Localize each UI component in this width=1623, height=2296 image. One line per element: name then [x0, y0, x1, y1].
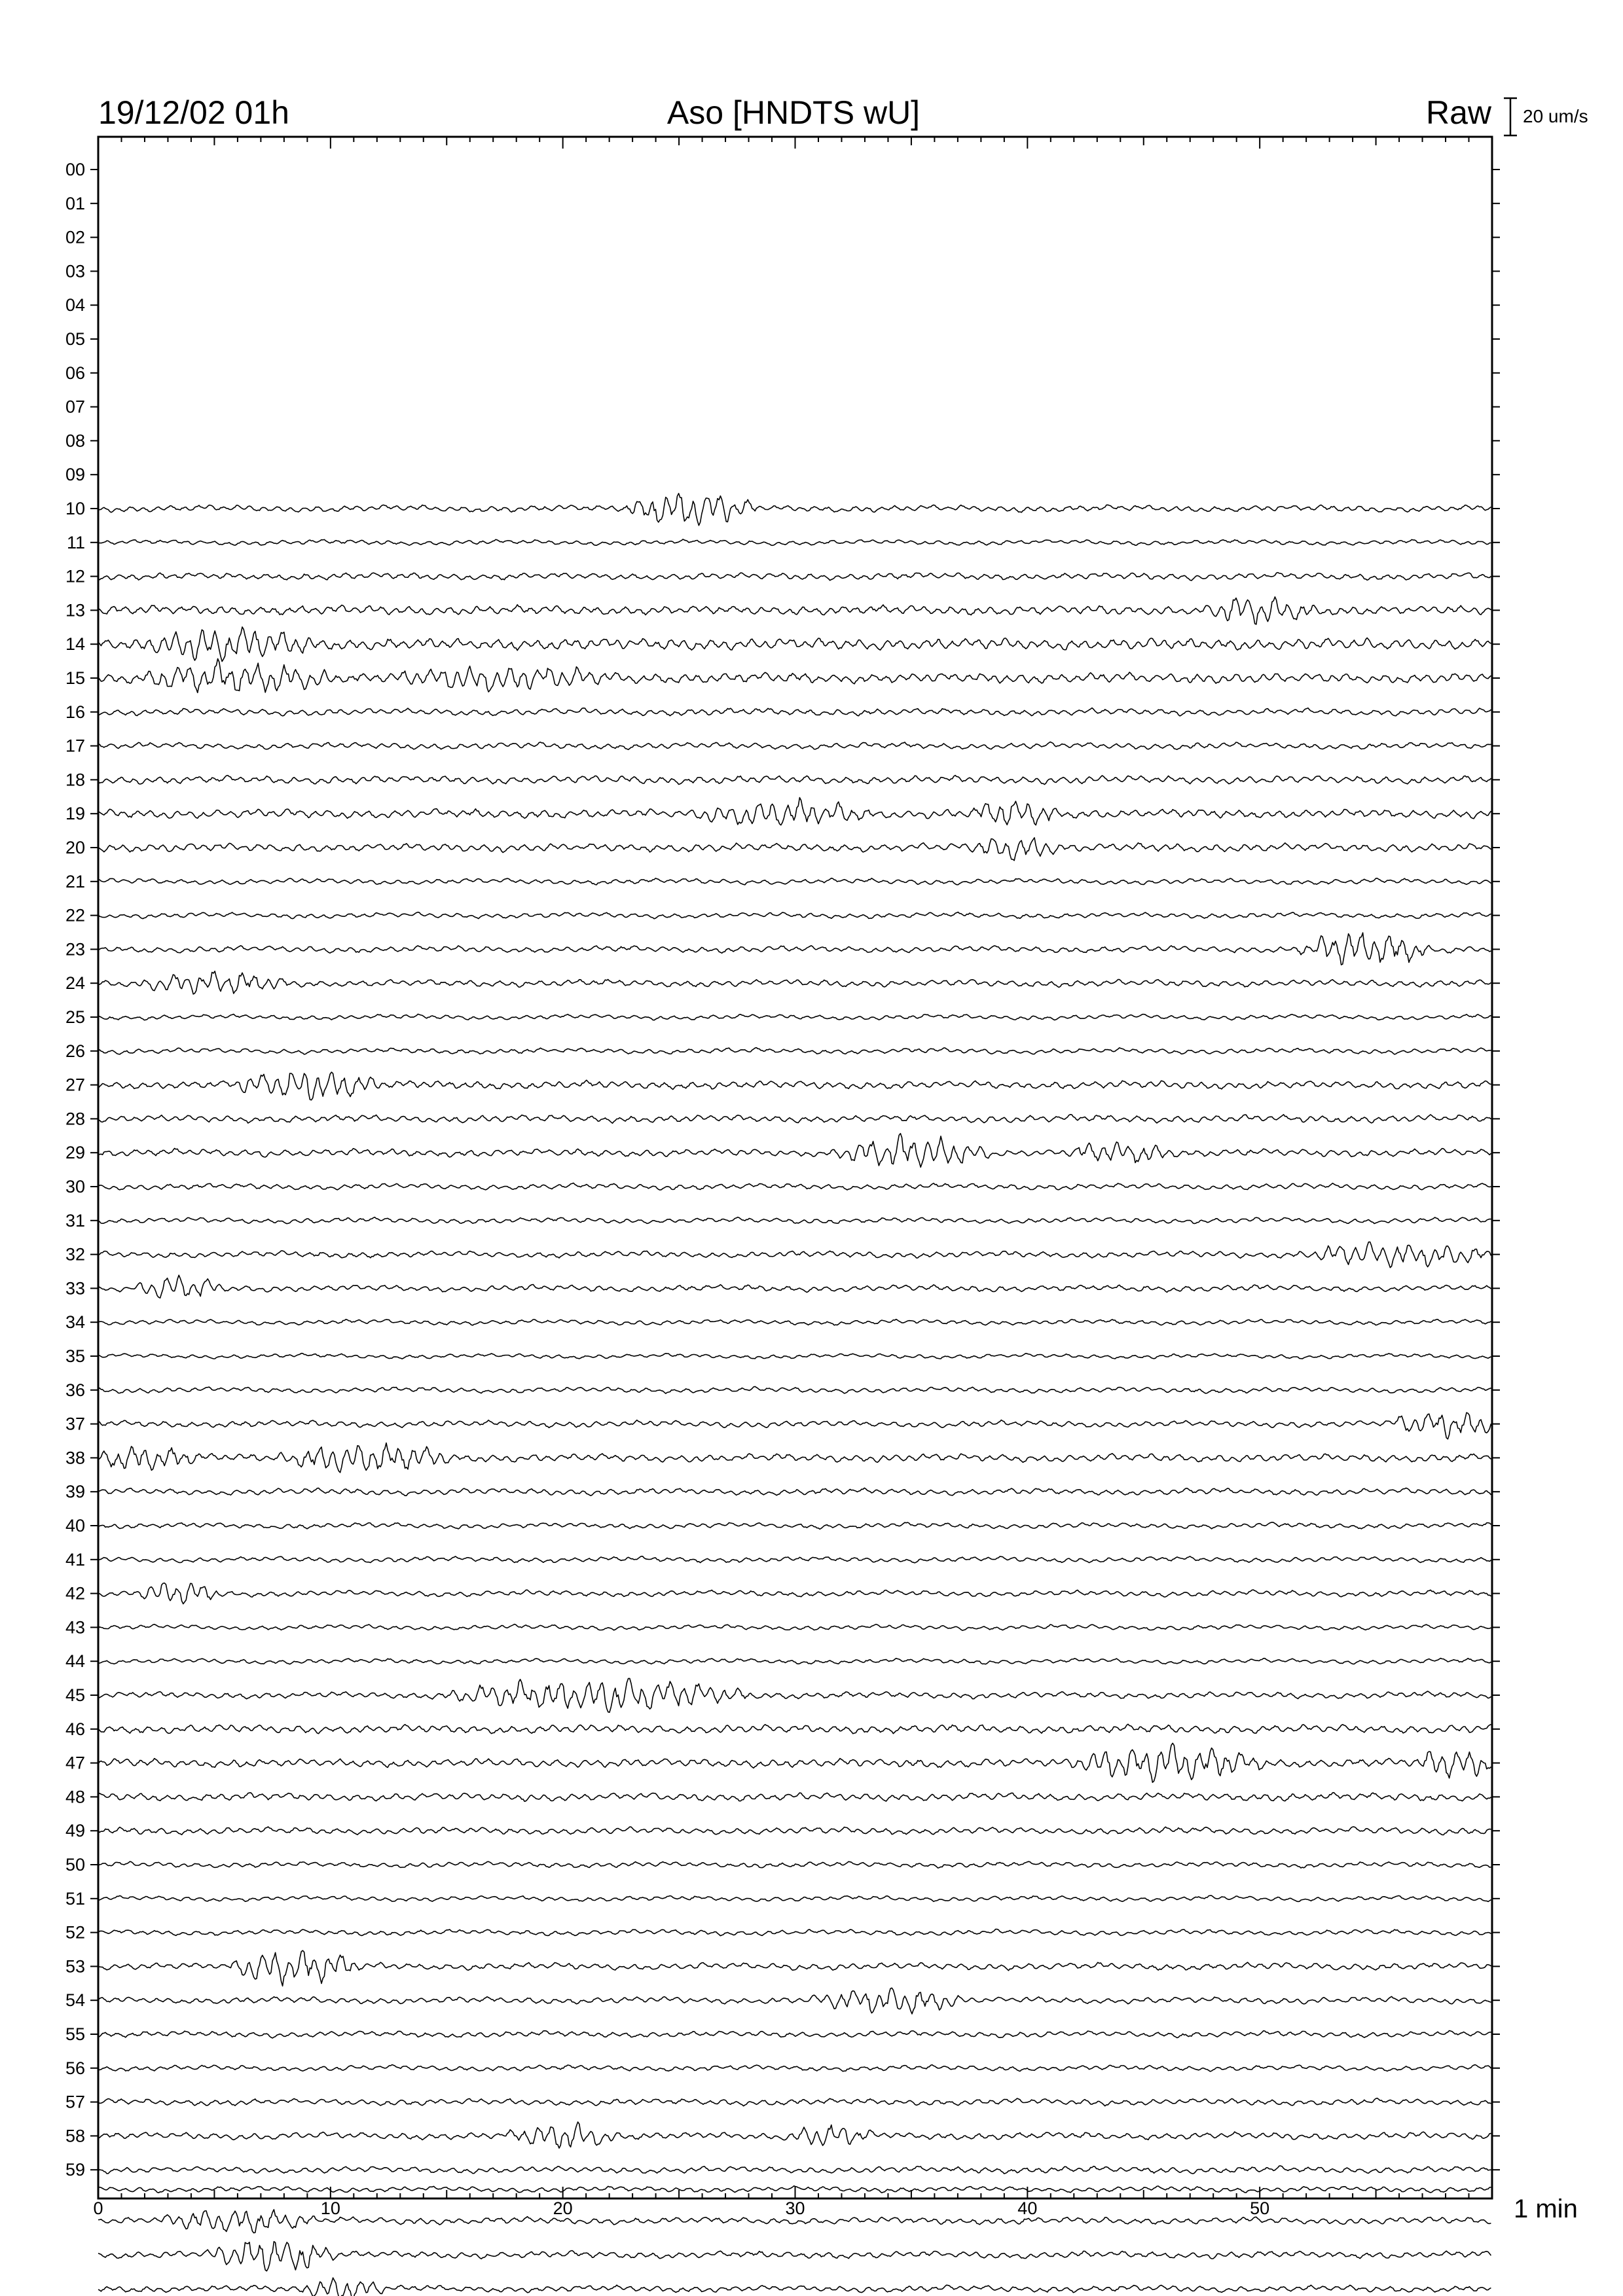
row-label: 30	[65, 1177, 85, 1196]
row-label: 57	[65, 2092, 85, 2112]
trace-row	[98, 878, 1491, 885]
trace-row	[98, 776, 1491, 785]
row-label: 08	[65, 431, 85, 451]
row-label: 55	[65, 2024, 85, 2044]
row-label: 48	[65, 1787, 85, 1807]
row-label: 34	[65, 1312, 85, 1333]
row-label: 21	[65, 871, 85, 891]
row-label: 33	[65, 1278, 85, 1299]
x-tick-label: 40	[1017, 2198, 1038, 2218]
row-label: 50	[65, 1855, 85, 1874]
trace-row	[98, 1386, 1491, 1393]
trace-row	[98, 1827, 1491, 1835]
seismic-traces	[98, 493, 1491, 2193]
trace-row	[98, 1443, 1491, 1473]
row-label: 24	[65, 973, 85, 994]
trace-row	[98, 1048, 1491, 1054]
row-label: 35	[65, 1346, 85, 1366]
row-label: 28	[65, 1109, 85, 1129]
trace-row	[98, 1014, 1491, 1020]
row-label: 02	[65, 227, 85, 247]
trace-row	[98, 2031, 1491, 2038]
trace-row	[98, 742, 1491, 750]
row-label: 58	[65, 2126, 85, 2146]
row-label: 44	[65, 1651, 85, 1672]
trace-row	[98, 933, 1491, 965]
trace-row	[98, 971, 1491, 994]
row-label: 07	[65, 397, 85, 417]
row-label: 18	[65, 770, 85, 790]
trace-row	[98, 798, 1491, 825]
row-label: 42	[65, 1583, 85, 1604]
row-label: 54	[65, 1990, 85, 2011]
row-label: 22	[65, 905, 85, 925]
row-label: 41	[65, 1549, 85, 1570]
row-label: 06	[65, 363, 85, 383]
trace-row	[98, 1217, 1491, 1224]
row-label: 47	[65, 1753, 85, 1773]
trace-row	[98, 1072, 1491, 1100]
row-label: 13	[65, 600, 85, 620]
trace-row	[98, 1988, 1491, 2014]
trace-row	[98, 1319, 1491, 1325]
trace-row	[98, 1183, 1491, 1191]
row-label: 29	[65, 1143, 85, 1163]
x-tick-label: 50	[1250, 2198, 1270, 2218]
row-label: 04	[65, 295, 85, 315]
trace-row	[98, 1895, 1491, 1901]
trace-row	[98, 1624, 1491, 1631]
plot-frame	[98, 137, 1492, 2198]
row-label: 32	[65, 1244, 85, 1265]
row-label: 53	[65, 1956, 85, 1977]
row-label: 26	[65, 1041, 85, 1061]
row-label: 11	[66, 532, 85, 552]
x-tick-label: 20	[553, 2198, 573, 2218]
row-label: 03	[65, 261, 85, 281]
trace-row	[98, 838, 1491, 861]
row-label: 45	[65, 1685, 85, 1705]
row-label: 51	[65, 1888, 85, 1909]
row-label: 05	[65, 329, 85, 349]
trace-row	[98, 1115, 1491, 1123]
row-label: 38	[65, 1448, 85, 1468]
trace-row	[98, 1275, 1491, 1298]
row-label: 15	[65, 668, 85, 688]
row-label: 09	[65, 465, 85, 485]
trace-row	[98, 708, 1491, 716]
scale-bar-label: 20 um/s	[1523, 106, 1588, 126]
row-label: 16	[65, 702, 85, 722]
trace-row	[98, 1929, 1491, 1936]
row-label: 27	[65, 1075, 85, 1095]
row-label: 14	[65, 634, 85, 655]
next-hour-traces	[98, 2210, 1491, 2296]
trace-row	[98, 1134, 1491, 1168]
trace-row	[98, 1950, 1491, 1986]
trace-row	[98, 1861, 1491, 1868]
x-tick-label: 0	[93, 2198, 103, 2218]
trace-row	[98, 1793, 1491, 1801]
row-label: 23	[65, 939, 85, 960]
row-label: 37	[65, 1414, 85, 1434]
datetime-label: 19/12/02 01h	[98, 94, 289, 131]
row-label: 20	[65, 838, 85, 857]
x-tick-label: 10	[320, 2198, 340, 2218]
row-label: 40	[65, 1516, 85, 1535]
trace-row	[98, 2122, 1491, 2148]
row-label: 25	[65, 1007, 85, 1027]
x-tick-label: 30	[785, 2198, 805, 2218]
trace-row	[98, 2098, 1491, 2106]
row-labels	[65, 160, 85, 2179]
row-label: 17	[65, 736, 85, 756]
trace-row	[98, 912, 1491, 919]
trace-row	[98, 539, 1491, 546]
trace-row	[98, 573, 1491, 581]
trace-row	[98, 597, 1491, 624]
trace-row	[98, 1743, 1491, 1782]
trace-row	[98, 1659, 1491, 1664]
row-label: 56	[65, 2058, 85, 2078]
duration-label: 1 min	[1514, 2195, 1578, 2223]
row-label: 52	[65, 1922, 85, 1943]
row-label: 36	[65, 1380, 85, 1400]
trace-row	[98, 1354, 1491, 1359]
top-minute-ticks	[98, 137, 1492, 149]
row-label: 12	[65, 566, 85, 586]
row-ticks	[90, 170, 1500, 2170]
trace-row-overflow	[98, 2242, 1491, 2271]
trace-row	[98, 1242, 1491, 1268]
trace-row	[98, 1678, 1491, 1712]
trace-row	[98, 627, 1491, 662]
row-label: 10	[65, 499, 85, 518]
trace-row	[98, 1724, 1491, 1734]
trace-row	[98, 2166, 1491, 2174]
trace-row	[98, 2065, 1491, 2072]
row-label: 19	[65, 804, 85, 824]
row-label: 39	[65, 1482, 85, 1502]
trace-row	[98, 1556, 1491, 1563]
scale-bar	[1504, 98, 1517, 135]
trace-row	[98, 1488, 1491, 1496]
trace-row	[98, 1522, 1491, 1530]
row-label: 31	[65, 1210, 85, 1230]
trace-row-overflow	[98, 2278, 1491, 2296]
row-label: 01	[65, 193, 85, 213]
trace-row	[98, 658, 1491, 692]
row-label: 49	[65, 1821, 85, 1841]
trace-row	[98, 1412, 1491, 1439]
trace-row	[98, 493, 1491, 526]
row-label: 43	[65, 1617, 85, 1638]
trace-row	[98, 1583, 1491, 1604]
row-label: 59	[65, 2160, 85, 2180]
row-label: 00	[65, 160, 85, 179]
row-label: 46	[65, 1719, 85, 1739]
station-title: Aso [HNDTS wU]	[666, 94, 921, 131]
mode-label: Raw	[1425, 94, 1491, 131]
